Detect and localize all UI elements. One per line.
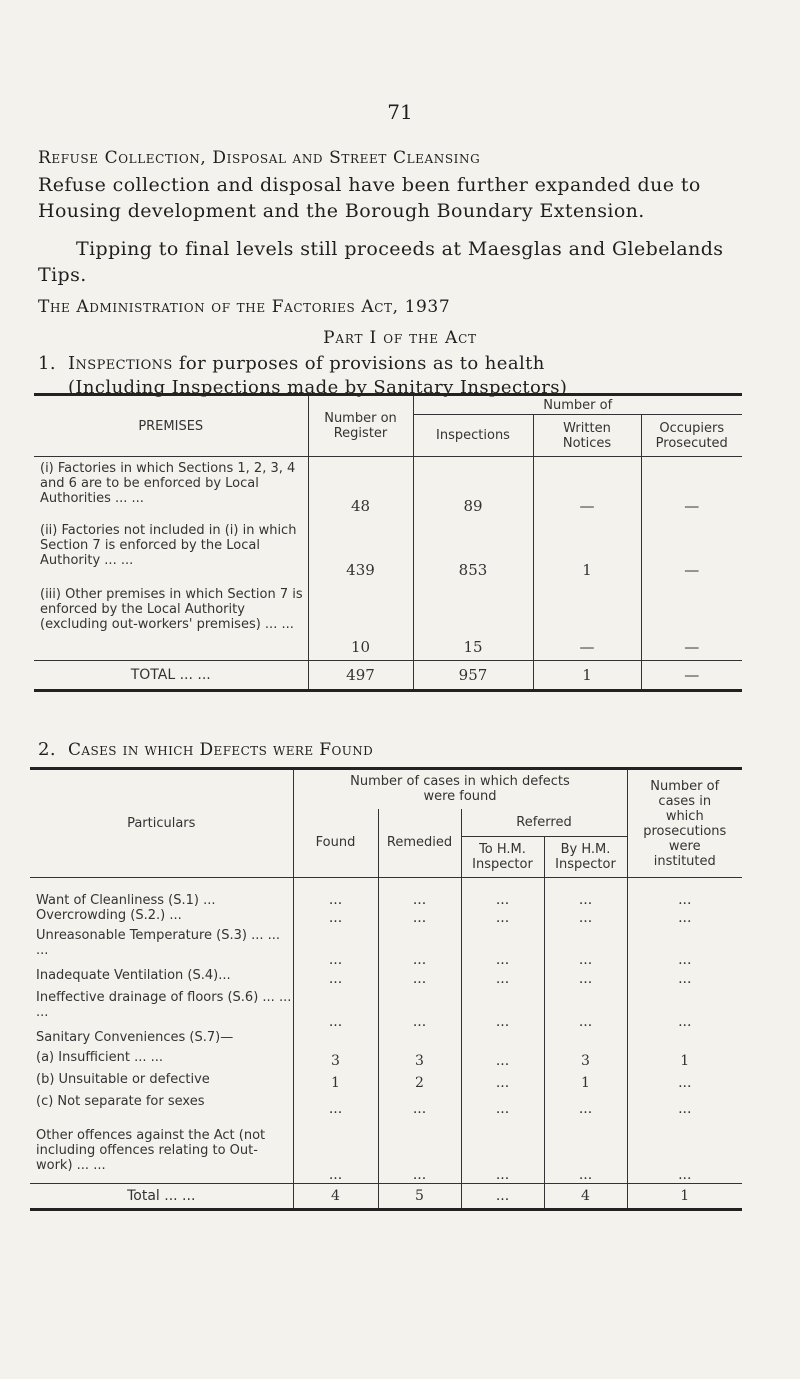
cell-remedied: ... (378, 878, 461, 908)
defects-body (30, 878, 742, 1184)
total-by-hm: 4 (544, 1184, 627, 1210)
total-label: Total ... ... (127, 1188, 196, 1204)
table-row (30, 908, 742, 928)
header-found: Found (293, 809, 378, 878)
cell-by-hm: ... (544, 990, 627, 1030)
cell-found: ... (293, 878, 378, 908)
cell-prosecuted: — (641, 457, 742, 519)
table-row (34, 519, 742, 583)
cell-remedied: ... (378, 1124, 461, 1184)
row-label: Ineffective drainage of floors (S.6) ... ... ... (36, 989, 292, 1020)
cell-prosecutions: ... (627, 1072, 742, 1094)
cell-remedied: ... (378, 990, 461, 1030)
item-number: 2. (38, 739, 56, 760)
header-to-hm-inspector: To H.M. Inspector (461, 837, 544, 878)
header-occupiers-prosecuted: Occupiers Prosecuted (641, 415, 742, 457)
part-heading: Part I of the Act (323, 328, 477, 348)
cell-found: ... (293, 908, 378, 928)
cell-prosecutions (627, 1030, 742, 1050)
cell-found: ... (293, 1094, 378, 1124)
cell-prosecuted: — (641, 519, 742, 583)
header-referred: Referred (461, 809, 627, 837)
cell-by-hm: ... (544, 968, 627, 990)
header-inspections: Inspections (413, 415, 533, 457)
row-label: (i) Factories in which Sections 1, 2, 3, 4 and 6 are to be enforced by Local Authorities ... ... (40, 461, 296, 506)
total-label: TOTAL ... ... (130, 667, 211, 683)
item-subtext: (Including Inspections made by Sanitary Inspectors) (68, 377, 568, 398)
row-label: Other offences against the Act (not including offences relating to Out-work) ... ... (36, 1127, 266, 1173)
cell-found: ... (293, 968, 378, 990)
cell-inspections: 15 (413, 583, 533, 661)
cell-to-hm: ... (461, 968, 544, 990)
cell-by-hm: 1 (544, 1072, 627, 1094)
cell-to-hm: ... (461, 1094, 544, 1124)
cell-found (293, 1030, 378, 1050)
table-row (30, 928, 742, 968)
defects-table (30, 767, 742, 1211)
cell-notices: — (533, 457, 641, 519)
cell-remedied: ... (378, 1094, 461, 1124)
row-label: Unreasonable Temperature (S.3) ... ... ... (36, 927, 281, 958)
cell-by-hm: ... (544, 1124, 627, 1184)
cell-to-hm: ... (461, 1124, 544, 1184)
table-row (30, 1030, 742, 1050)
item-title: Cases in which Defects were Found (68, 740, 374, 760)
total-remedied: 5 (378, 1184, 461, 1210)
page-number: 71 (387, 100, 413, 124)
table-row (30, 1124, 742, 1184)
row-label: Inadequate Ventilation (S.4)... (36, 967, 231, 983)
table-row (30, 968, 742, 990)
table-row (30, 878, 742, 908)
row-label: Want of Cleanliness (S.1) ... (36, 892, 216, 908)
total-row (34, 661, 742, 691)
cell-found: ... (293, 990, 378, 1030)
cell-inspections: 89 (413, 457, 533, 519)
factories-act-heading: The Administration of the Factories Act, 1937 (38, 297, 451, 317)
cell-notices: — (533, 583, 641, 661)
refuse-paragraph-2: Tipping to final levels still proceeds at Maesglas and Glebelands Tips. (38, 238, 724, 286)
cell-to-hm: ... (461, 1072, 544, 1094)
total-prosecuted: — (641, 661, 742, 691)
cell-found: ... (293, 1124, 378, 1184)
cell-by-hm: ... (544, 908, 627, 928)
header-number-of: Number of (413, 395, 742, 415)
refuse-paragraph-1: Refuse collection and disposal have been further expanded due to Housing development and the Borough Boundary Extension. (38, 174, 701, 222)
cell-prosecutions: ... (627, 968, 742, 990)
cell-by-hm: 3 (544, 1050, 627, 1072)
cell-by-hm: ... (544, 928, 627, 968)
cell-by-hm (544, 1030, 627, 1050)
header-by-hm-inspector: By H.M. Inspector (544, 837, 627, 878)
table-row (30, 990, 742, 1030)
header-premises: PREMISES (138, 418, 204, 434)
cell-to-hm (461, 1030, 544, 1050)
row-label: Overcrowding (S.2.) ... (36, 907, 182, 923)
item-number: 1. (38, 353, 56, 374)
cell-inspections: 853 (413, 519, 533, 583)
table-row (34, 457, 742, 519)
cell-remedied: 3 (378, 1050, 461, 1072)
total-row (30, 1184, 742, 1210)
row-label: (c) Not separate for sexes (36, 1093, 205, 1109)
total-inspections: 957 (413, 661, 533, 691)
cell-to-hm: ... (461, 1050, 544, 1072)
cell-to-hm: ... (461, 908, 544, 928)
cell-prosecutions: ... (627, 1094, 742, 1124)
row-label: (b) Unsuitable or defective (36, 1071, 210, 1087)
cell-prosecutions: 1 (627, 1050, 742, 1072)
table-row (30, 1072, 742, 1094)
header-prosecutions: Number of cases in which prosecutions were instituted (627, 769, 742, 878)
cell-by-hm: ... (544, 1094, 627, 1124)
total-notices: 1 (533, 661, 641, 691)
total-to-hm: ... (461, 1184, 544, 1210)
cell-notices: 1 (533, 519, 641, 583)
table-row (34, 583, 742, 661)
cell-found: ... (293, 928, 378, 968)
inspections-table (34, 393, 742, 692)
refuse-heading: Refuse Collection, Disposal and Street Cleansing (38, 148, 481, 168)
total-prosecutions: 1 (627, 1184, 742, 1210)
row-label: (iii) Other premises in which Section 7 is enforced by the Local Authority (excluding out-workers' premises) ... ... (40, 586, 303, 632)
cell-prosecutions: ... (627, 928, 742, 968)
cell-register: 439 (308, 519, 413, 583)
cell-by-hm: ... (544, 878, 627, 908)
cell-found: 3 (293, 1050, 378, 1072)
cell-prosecutions: ... (627, 1124, 742, 1184)
total-found: 4 (293, 1184, 378, 1210)
total-register: 497 (308, 661, 413, 691)
cell-prosecutions: ... (627, 908, 742, 928)
cell-prosecuted: — (641, 583, 742, 661)
cell-found: 1 (293, 1072, 378, 1094)
cell-to-hm: ... (461, 878, 544, 908)
cell-to-hm: ... (461, 928, 544, 968)
row-label: (ii) Factories not included in (i) in which Section 7 is enforced by the Local Authority ... ... (40, 522, 297, 568)
cell-remedied: ... (378, 968, 461, 990)
item-text: for purposes of provisions as to health (172, 353, 545, 374)
cell-remedied: 2 (378, 1072, 461, 1094)
cell-to-hm: ... (461, 990, 544, 1030)
table-row (30, 1094, 742, 1124)
cell-register: 48 (308, 457, 413, 519)
cell-prosecutions: ... (627, 990, 742, 1030)
header-particulars: Particulars (127, 816, 196, 831)
table-row (30, 1050, 742, 1072)
defects-item (38, 738, 373, 762)
header-cases: Number of cases in which defects were found (293, 769, 627, 809)
header-written-notices: Written Notices (533, 415, 641, 457)
item-title: Inspections (68, 353, 173, 374)
row-label: (a) Insufficient ... ... (36, 1049, 164, 1065)
cell-prosecutions: ... (627, 878, 742, 908)
cell-remedied (378, 1030, 461, 1050)
row-label: Sanitary Conveniences (S.7)— (36, 1029, 234, 1045)
cell-register: 10 (308, 583, 413, 661)
header-register: Number on Register (308, 395, 413, 457)
cell-remedied: ... (378, 928, 461, 968)
header-remedied: Remedied (378, 809, 461, 878)
cell-remedied: ... (378, 908, 461, 928)
